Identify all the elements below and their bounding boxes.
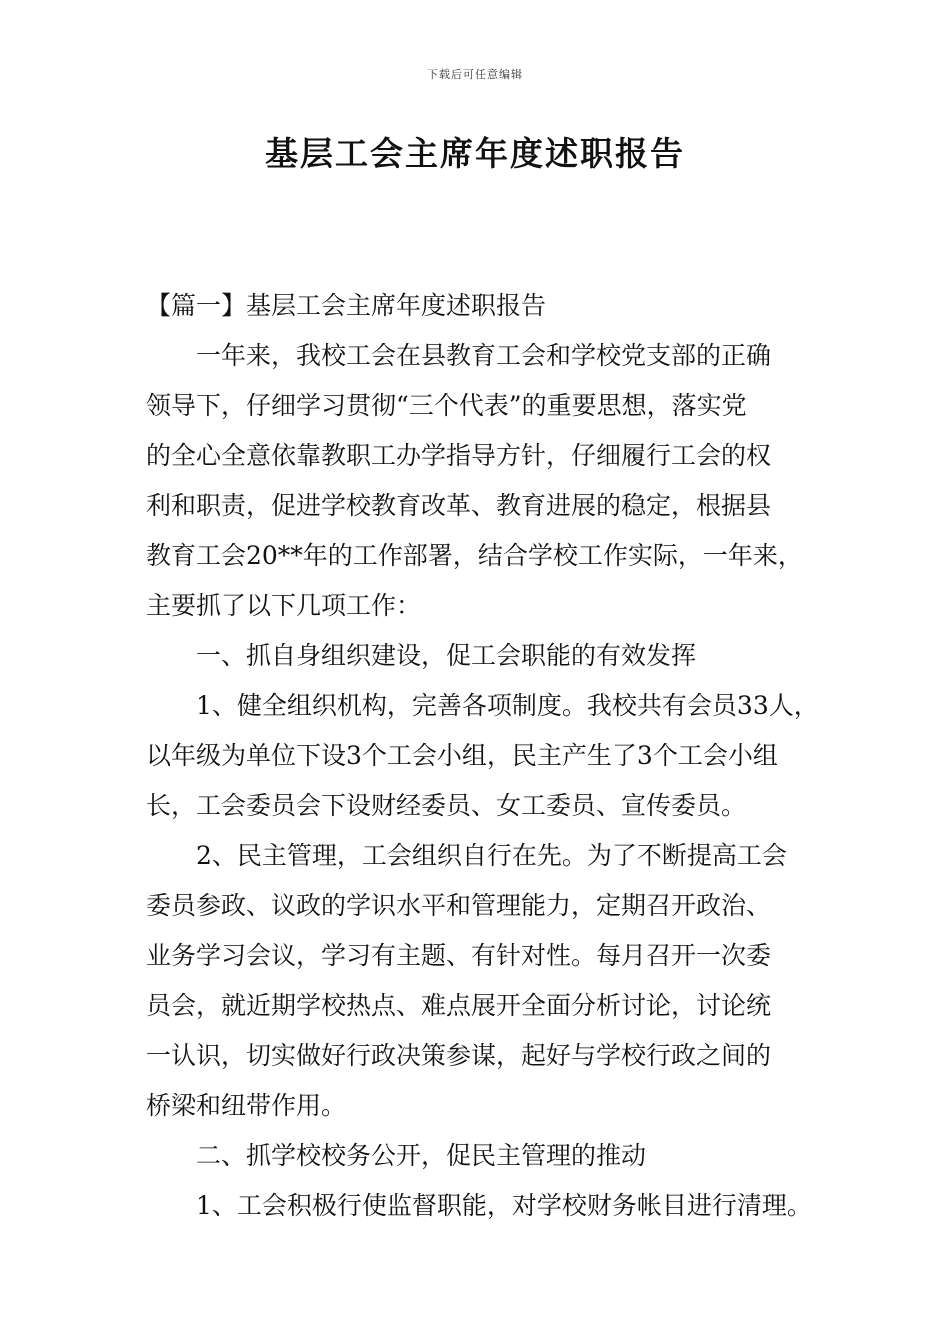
body-line: 一认识，切实做好行政决策参谋，起好与学校行政之间的 <box>146 1041 772 1070</box>
section-heading: 一、抓自身组织建设，促工会职能的有效发挥 <box>196 641 697 670</box>
body-line: 1、工会积极行使监督职能，对学校财务帐目进行清理。 <box>196 1191 812 1220</box>
header-note: 下载后可任意编辑 <box>427 68 523 81</box>
body-line: 以年级为单位下设3个工会小组，民主产生了3个工会小组 <box>146 741 778 770</box>
body-line: 1、健全组织机构，完善各项制度。我校共有会员33人， <box>196 691 819 720</box>
body-line: 业务学习会议，学习有主题、有针对性。每月召开一次委 <box>146 941 772 970</box>
section-heading: 二、抓学校校务公开，促民主管理的推动 <box>196 1141 647 1170</box>
body-line: 领导下，仔细学习贯彻“三个代表”的重要思想，落实党 <box>146 391 747 420</box>
body-line: 委员参政、议政的学识水平和管理能力，定期召开政治、 <box>146 891 772 920</box>
body-line: 利和职责，促进学校教育改革、教育进展的稳定，根据县 <box>146 491 772 520</box>
body-line: 长，工会委员会下设财经委员、女工委员、宣传委员。 <box>146 791 747 820</box>
document-body <box>146 281 826 1231</box>
body-line: 2、民主管理，工会组织自行在先。为了不断提高工会 <box>196 841 787 870</box>
body-line: 【篇一】基层工会主席年度述职报告 <box>146 291 547 320</box>
body-line: 的全心全意依靠教职工办学指导方针，仔细履行工会的权 <box>146 441 772 470</box>
body-line: 一年来，我校工会在县教育工会和学校党支部的正确 <box>196 341 772 370</box>
document-title: 基层工会主席年度述职报告 <box>265 134 685 173</box>
body-line: 主要抓了以下几项工作： <box>146 591 422 620</box>
body-line: 桥梁和纽带作用。 <box>146 1091 347 1120</box>
body-line: 员会，就近期学校热点、难点展开全面分析讨论，讨论统 <box>146 991 772 1020</box>
body-line: 教育工会20**年的工作部署，结合学校工作实际，一年来， <box>146 541 803 570</box>
